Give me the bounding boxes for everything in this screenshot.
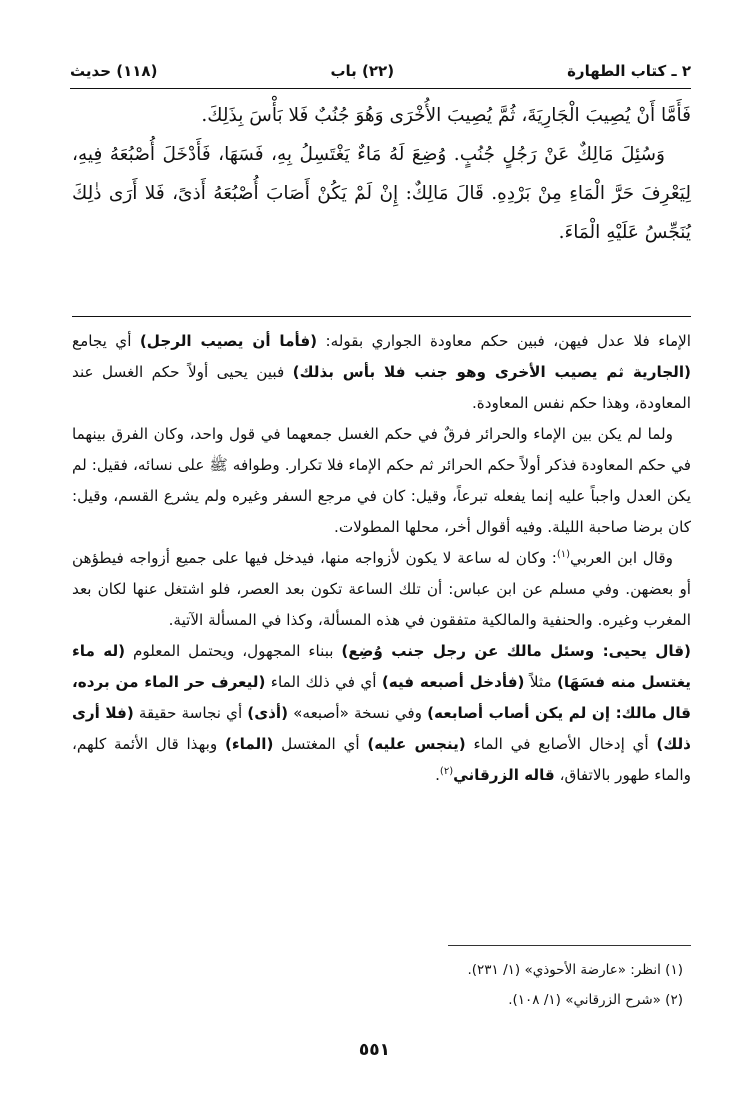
commentary-paragraph-4	[72, 636, 691, 791]
footnotes	[72, 955, 691, 1015]
footnote-rule	[448, 945, 691, 946]
text: أي يجامع	[72, 332, 140, 350]
header-hadith: (١١٨) حديث	[70, 62, 158, 80]
text: ببناء المجهول، ويحتمل المعلوم	[125, 642, 342, 660]
matn-text	[72, 96, 691, 252]
text: أي المغتسل	[273, 735, 368, 753]
quote: (فلا أرى ذلك)	[72, 704, 691, 753]
matn-paragraph-1: فَأَمَّا أَنْ يُصِيبَ الْجَارِيَةَ، ثُمَّ يُصِيبَ الأُخْرَى وَهُوَ جُنُبٌ فَلا بَأْسَ بِذَلِكَ.	[201, 105, 691, 126]
quote: (له ماء يغتسل منه فسَهَا)	[72, 642, 691, 691]
text: وبهذا قال الأئمة كلهم، والماء طهور بالاتفاق،	[72, 735, 691, 784]
quote: (الجارية ثم يصيب الأخرى وهو جنب فلا بأس بذلك)	[292, 363, 691, 381]
header-book: ٢ ـ كتاب الطهارة	[567, 62, 691, 80]
quote: (ليعرف حر الماء من برده، قال مالك: إن لم يكن أصاب أصابعه)	[72, 673, 691, 722]
footnote-marker-2[interactable]: (٢)	[439, 765, 454, 777]
quote: (فأما أن يصيب الرجل)	[139, 332, 318, 350]
quote: (قال يحيى: وسئل مالك عن رجل جنب وُضِع)	[341, 642, 691, 660]
quote: (الماء)	[224, 735, 274, 753]
quote: (أذى)	[247, 704, 289, 722]
citation: قاله الزرقاني	[453, 766, 555, 784]
commentary-paragraph-3	[72, 543, 691, 636]
text: فبين يحيى أولاً حكم الغسل عند المعاودة، وهذا حكم نفس المعاودة.	[72, 363, 691, 412]
matn-divider	[72, 316, 691, 317]
commentary-paragraph-1	[72, 326, 691, 419]
footnote-2: (٢) «شرح الزرقاني» (١/ ١٠٨).	[508, 992, 683, 1008]
footnote-marker-1[interactable]: (١)	[556, 548, 571, 560]
matn-paragraph-2: وَسُئِلَ مَالِكٌ عَنْ رَجُلٍ جُنُبٍ. وُضِعَ لَهُ مَاءٌ يَغْتَسِلُ بِهِ، فَسَهَا، فَأَدْخَلَ أُصْبُعَهُ فِيهِ، لِيَعْرِفَ حَرَّ الْمَاءِ مِنْ بَرْدِهِ. قَالَ مَالِكٌ: إِنْ لَمْ يَكُنْ أَصَابَ أُصْبُعَهُ أَذىً، فَلا أَرَى ذٰلِكَ يُنَجِّسُ عَلَيْهِ الْمَاءَ.	[72, 144, 691, 243]
text: : وكان له ساعة لا يكون لأزواجه منها، فيدخل فيها على جميع أزواجه فيطؤهن أو بعضهن. وفي مسلم عن ابن عباس: أن تلك الساعة تكون بعد العصر، فلو اشتغل عنها لكان بعد المغرب وغيره. والحنفية والمالكية متفقون في هذه المسألة، وكذا في المسألة الآتية.	[72, 549, 691, 629]
quote: (فأدخل أصبعه فيه)	[381, 673, 525, 691]
header-rule	[70, 88, 691, 89]
text: وفي نسخة «أصبعه»	[288, 704, 428, 722]
header-chapter: (٢٢) باب	[330, 62, 395, 80]
text: أي في ذلك الماء	[265, 673, 382, 691]
commentary-text	[72, 326, 691, 791]
text: أي نجاسة حقيقة	[133, 704, 248, 722]
commentary-paragraph-2: ولما لم يكن بين الإماء والحرائر فرقٌ في حكم الغسل جمعهما في قول واحد، وكان الفرق بينهما في حكم المعاودة فذكر أولاً حكم الحرائر ثم حكم الإماء فلا تكرار. وطوافه ﷺ على نسائه، فقيل: لم يكن العدل واجباً عليه إنما يفعله تبرعاً، وقيل: كان في مرجع السفر وغيره ولم يشرع القسم، وقيل: كان برضا صاحبة الليلة. وفيه أقوال أخر، محلها المطولات.	[72, 425, 691, 536]
text: .	[435, 766, 440, 784]
text: مثلاً	[524, 673, 557, 691]
text: أي إدخال الأصابع في الماء	[465, 735, 657, 753]
quote: (ينجس عليه)	[367, 735, 466, 753]
footnote-1: (١) انظر: «عارضة الأحوذي» (١/ ٢٣١).	[467, 962, 683, 978]
text: وقال ابن العربي	[570, 549, 673, 567]
page-number: ٥٥١	[358, 1040, 391, 1060]
running-header	[70, 58, 691, 84]
text: الإماء فلا عدل فيهن، فبين حكم معاودة الجواري بقوله:	[317, 332, 691, 350]
